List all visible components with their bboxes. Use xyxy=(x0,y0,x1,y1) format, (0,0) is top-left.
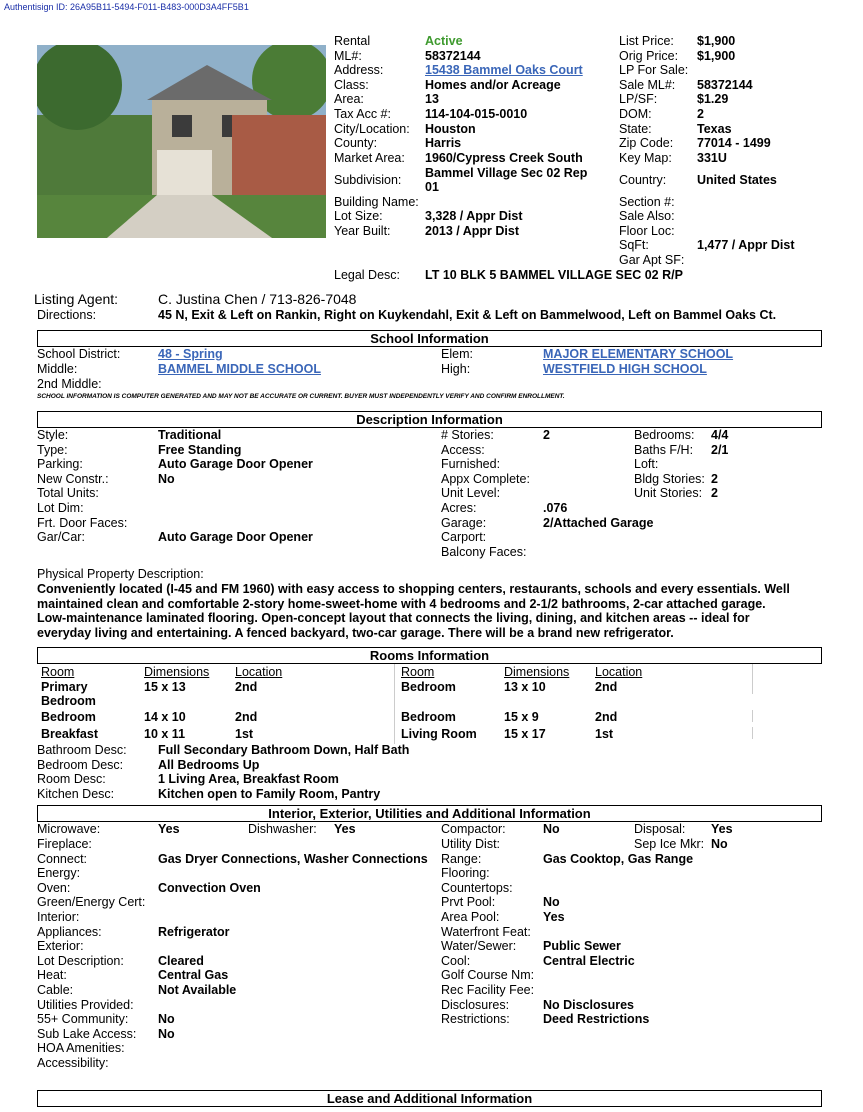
listing-agent-value: C. Justina Chen / 713-826-7048 xyxy=(158,291,357,307)
compactor-label: Compactor: xyxy=(441,822,506,836)
description-value: Traditional xyxy=(158,428,222,442)
summary-value: 58372144 xyxy=(697,78,753,92)
description-label: Unit Stories: xyxy=(634,486,703,500)
room-dimensions: 15 x 13 xyxy=(144,680,186,694)
description-value: 2/Attached Garage xyxy=(543,516,654,530)
legal-desc-label: Legal Desc: xyxy=(334,268,401,282)
description-label: Type: xyxy=(37,443,68,457)
summary-label: Section #: xyxy=(619,195,675,209)
description-value: Auto Garage Door Opener xyxy=(158,457,313,471)
interior-label: Energy: xyxy=(37,866,81,880)
interior-label: Water/Sewer: xyxy=(441,939,517,953)
room-dimensions: 15 x 17 xyxy=(504,727,546,741)
room-name: Bedroom xyxy=(41,694,96,708)
lease-info-header: Lease and Additional Information xyxy=(37,1090,822,1107)
summary-label: Address: xyxy=(334,63,384,77)
summary-label: Orig Price: xyxy=(619,49,679,63)
high-school-link[interactable]: WESTFIELD HIGH SCHOOL xyxy=(543,362,707,376)
interior-label: Golf Course Nm: xyxy=(441,968,535,982)
room-name: Living Room xyxy=(401,727,477,741)
summary-value: 1960/Cypress Creek South xyxy=(425,151,583,165)
summary-label: Subdivision: xyxy=(334,173,402,187)
description-label: Style: xyxy=(37,428,69,442)
summary-label: State: xyxy=(619,122,652,136)
interior-value: No xyxy=(158,1012,175,1026)
interior-value: Central Electric xyxy=(543,954,635,968)
description-label: Access: xyxy=(441,443,485,457)
interior-info-header: Interior, Exterior, Utilities and Additional Information xyxy=(37,805,822,822)
summary-label: Sale Also: xyxy=(619,209,675,223)
interior-value: No xyxy=(158,1027,175,1041)
room-dimensions: 14 x 10 xyxy=(144,710,186,724)
interior-label: Range: xyxy=(441,852,482,866)
interior-value: Cleared xyxy=(158,954,204,968)
description-value: 2 xyxy=(711,472,718,486)
interior-value: Convection Oven xyxy=(158,881,261,895)
physical-description-line: Conveniently located (I-45 and FM 1960) with easy access to shopping centers, restaurants, schools and every essentials. Well xyxy=(37,582,790,596)
interior-label: Cool: xyxy=(441,954,471,968)
description-label: Garage: xyxy=(441,516,487,530)
interior-label: Green/Energy Cert: xyxy=(37,895,146,909)
interior-label: Utility Dist: xyxy=(441,837,501,851)
interior-label: Disclosures: xyxy=(441,998,510,1012)
elem-label: Elem: xyxy=(441,347,473,361)
directions-value: 45 N, Exit & Left on Rankin, Right on Kuykendahl, Exit & Left on Bammelwood, Left on Bammel Oaks Ct. xyxy=(158,308,777,322)
interior-label: Restrictions: xyxy=(441,1012,510,1026)
summary-value: $1,900 xyxy=(697,34,736,48)
middle-school-link[interactable]: BAMMEL MIDDLE SCHOOL xyxy=(158,362,321,376)
directions-label: Directions: xyxy=(37,308,97,322)
description-label: # Stories: xyxy=(441,428,494,442)
description-value: No xyxy=(158,472,175,486)
room-location: 1st xyxy=(235,727,254,741)
school-info-header: School Information xyxy=(37,330,822,347)
room-desc-label: Bedroom Desc: xyxy=(37,757,124,772)
room-col-header-2: Room xyxy=(401,665,435,679)
summary-label: Area: xyxy=(334,92,364,106)
summary-value: 2 xyxy=(697,107,704,121)
summary-label: LP/SF: xyxy=(619,92,658,106)
interior-label: Waterfront Feat: xyxy=(441,925,531,939)
room-location: 1st xyxy=(595,727,614,741)
interior-label: Utilities Provided: xyxy=(37,998,134,1012)
dishwasher-label: Dishwasher: xyxy=(248,822,317,836)
middle-label: Middle: xyxy=(37,362,78,376)
summary-value: Homes and/or Acreage xyxy=(425,78,561,92)
room-name: Bedroom xyxy=(401,710,456,724)
summary-value: 114-104-015-0010 xyxy=(425,107,528,121)
room-name: Primary xyxy=(41,680,88,694)
physical-description-label: Physical Property Description: xyxy=(37,567,204,581)
location-col-header-2: Location xyxy=(595,665,643,679)
summary-value: $1.29 xyxy=(697,92,729,106)
summary-label: LP For Sale: xyxy=(619,63,689,77)
interior-value: Public Sewer xyxy=(543,939,621,953)
compactor-value: No xyxy=(543,822,560,836)
high-label: High: xyxy=(441,362,471,376)
description-value: Auto Garage Door Opener xyxy=(158,530,313,544)
authentisign-id: Authentisign ID: 26A95B11-5494-F011-B483-000D3A4FF5B1 xyxy=(4,2,249,12)
description-value: 2 xyxy=(711,486,718,500)
listing-agent-label: Listing Agent: xyxy=(34,291,119,307)
interior-label: Lot Description: xyxy=(37,954,124,968)
school-disclaimer: SCHOOL INFORMATION IS COMPUTER GENERATED AND MAY NOT BE ACCURATE OR CURRENT. BUYER MUST INDEPENDENTLY VERIFY AND CONFIRM ENROLLMENT. xyxy=(37,393,565,400)
summary-label: Sale ML#: xyxy=(619,78,676,92)
summary-value: $1,900 xyxy=(697,49,736,63)
description-info-header: Description Information xyxy=(37,411,822,428)
rooms-divider xyxy=(394,664,395,744)
interior-label: Flooring: xyxy=(441,866,490,880)
summary-label: Country: xyxy=(619,173,667,187)
interior-value: Gas Cooktop, Gas Range xyxy=(543,852,694,866)
interior-label: Appliances: xyxy=(37,925,102,939)
room-dimensions: 15 x 9 xyxy=(504,710,539,724)
interior-label: Connect: xyxy=(37,852,88,866)
description-label: Loft: xyxy=(634,457,659,471)
interior-label: Exterior: xyxy=(37,939,84,953)
interior-value: Gas Dryer Connections, Washer Connections xyxy=(158,852,428,866)
location-col-header: Location xyxy=(235,665,283,679)
description-value: 4/4 xyxy=(711,428,729,442)
summary-label: Year Built: xyxy=(334,224,391,238)
summary-value[interactable]: 15438 Bammel Oaks Court xyxy=(425,63,583,77)
room-col-header: Room xyxy=(41,665,75,679)
sep-ice-value: No xyxy=(711,837,728,851)
summary-value: 58372144 xyxy=(425,49,481,63)
summary-value: 13 xyxy=(425,92,439,106)
legal-desc-value: LT 10 BLK 5 BAMMEL VILLAGE SEC 02 R/P xyxy=(425,268,683,282)
interior-value: No Disclosures xyxy=(543,998,635,1012)
room-dimensions: 10 x 11 xyxy=(144,727,186,741)
description-value: 2/1 xyxy=(711,443,729,457)
dishwasher-value: Yes xyxy=(334,822,356,836)
summary-label: Tax Acc #: xyxy=(334,107,391,121)
summary-value: 3,328 / Appr Dist xyxy=(425,209,523,223)
interior-label: Cable: xyxy=(37,983,74,997)
school-district-link[interactable]: 48 - Spring xyxy=(158,347,223,361)
room-name: Breakfast xyxy=(41,727,98,741)
summary-label: County: xyxy=(334,136,378,150)
summary-value: Harris xyxy=(425,136,462,150)
description-label: Furnished: xyxy=(441,457,501,471)
summary-label: Floor Loc: xyxy=(619,224,675,238)
room-desc-label: Kitchen Desc: xyxy=(37,786,115,801)
interior-value: No xyxy=(543,895,560,909)
description-label: Baths F/H: xyxy=(634,443,694,457)
microwave-label: Microwave: xyxy=(37,822,101,836)
description-label: Parking: xyxy=(37,457,83,471)
description-label: Balcony Faces: xyxy=(441,545,527,559)
summary-label: Lot Size: xyxy=(334,209,383,223)
summary-value: Bammel Village Sec 02 Rep 01 xyxy=(425,166,588,194)
dimensions-col-header-2: Dimensions xyxy=(504,665,570,679)
summary-value: Active xyxy=(425,34,463,48)
description-label: Unit Level: xyxy=(441,486,501,500)
description-label: Total Units: xyxy=(37,486,99,500)
interior-label: 55+ Community: xyxy=(37,1012,129,1026)
school-district-label: School District: xyxy=(37,347,121,361)
interior-value: Refrigerator xyxy=(158,925,230,939)
summary-value: United States xyxy=(697,173,777,187)
elem-school-link[interactable]: MAJOR ELEMENTARY SCHOOL xyxy=(543,347,734,361)
interior-label: Sub Lake Access: xyxy=(37,1027,137,1041)
summary-label: Rental xyxy=(334,34,371,48)
interior-label: Area Pool: xyxy=(441,910,500,924)
disposal-value: Yes xyxy=(711,822,733,836)
description-value: .076 xyxy=(543,501,568,515)
rooms-divider-right-2 xyxy=(752,710,753,722)
rooms-divider-right xyxy=(752,664,753,694)
summary-label: City/Location: xyxy=(334,122,410,136)
interior-label: Heat: xyxy=(37,968,67,982)
microwave-value: Yes xyxy=(158,822,180,836)
room-desc-value: All Bedrooms Up xyxy=(158,757,260,772)
summary-label: Building Name: xyxy=(334,195,419,209)
description-label: Frt. Door Faces: xyxy=(37,516,128,530)
description-label: New Constr.: xyxy=(37,472,109,486)
interior-label: HOA Amenities: xyxy=(37,1041,125,1055)
room-desc-value: Kitchen open to Family Room, Pantry xyxy=(158,786,381,801)
summary-value: 1,477 / Appr Dist xyxy=(697,238,795,252)
rooms-info-header: Rooms Information xyxy=(37,647,822,664)
room-name: Bedroom xyxy=(41,710,96,724)
description-value: 2 xyxy=(543,428,550,442)
description-label: Lot Dim: xyxy=(37,501,84,515)
room-desc-value: 1 Living Area, Breakfast Room xyxy=(158,772,339,787)
interior-label: Fireplace: xyxy=(37,837,92,851)
description-label: Carport: xyxy=(441,530,487,544)
rooms-divider-right-3 xyxy=(752,727,753,739)
description-value: Free Standing xyxy=(158,443,242,457)
interior-label: Rec Facility Fee: xyxy=(441,983,535,997)
summary-value: Texas xyxy=(697,122,732,136)
second-middle-label: 2nd Middle: xyxy=(37,377,102,391)
summary-label: ML#: xyxy=(334,49,362,63)
summary-label: Key Map: xyxy=(619,151,672,165)
dimensions-col-header: Dimensions xyxy=(144,665,210,679)
interior-value: Central Gas xyxy=(158,968,229,982)
room-location: 2nd xyxy=(235,710,258,724)
interior-value: Yes xyxy=(543,910,565,924)
summary-label: List Price: xyxy=(619,34,674,48)
physical-description-line: everyday living and entertaining. A fenced backyard, two-car garage. There will be a brand new refrigerator. xyxy=(37,625,674,640)
interior-label: Interior: xyxy=(37,910,80,924)
description-label: Acres: xyxy=(441,501,477,515)
summary-label: Market Area: xyxy=(334,151,405,165)
summary-value: 331U xyxy=(697,151,727,165)
disposal-label: Disposal: xyxy=(634,822,686,836)
physical-description-line: maintained clean and comfortable 2-story home-sweet-home with 4 bedrooms and 2-1/2 bathrooms, 2-car attached garage. xyxy=(37,596,766,611)
summary-label: SqFt: xyxy=(619,238,649,252)
interior-value: Not Available xyxy=(158,983,237,997)
description-label: Bedrooms: xyxy=(634,428,695,442)
summary-label: Zip Code: xyxy=(619,136,674,150)
room-location: 2nd xyxy=(235,680,258,694)
summary-value: 77014 - 1499 xyxy=(697,136,771,150)
summary-value: 2013 / Appr Dist xyxy=(425,224,520,238)
property-photo xyxy=(37,45,326,238)
description-label: Gar/Car: xyxy=(37,530,85,544)
sep-ice-label: Sep Ice Mkr: xyxy=(634,837,705,851)
room-desc-label: Room Desc: xyxy=(37,772,106,787)
interior-label: Countertops: xyxy=(441,881,513,895)
room-location: 2nd xyxy=(595,710,618,724)
interior-label: Prvt Pool: xyxy=(441,895,496,909)
room-desc-label: Bathroom Desc: xyxy=(37,743,127,757)
summary-label: DOM: xyxy=(619,107,652,121)
interior-value: Deed Restrictions xyxy=(543,1012,650,1026)
interior-label: Accessibility: xyxy=(37,1056,109,1070)
description-label: Appx Complete: xyxy=(441,472,530,486)
room-desc-value: Full Secondary Bathroom Down, Half Bath xyxy=(158,743,410,757)
summary-value: Houston xyxy=(425,122,476,136)
description-label: Bldg Stories: xyxy=(634,472,705,486)
room-name: Bedroom xyxy=(401,680,456,694)
summary-label: Gar Apt SF: xyxy=(619,253,685,267)
interior-label: Oven: xyxy=(37,881,71,895)
room-dimensions: 13 x 10 xyxy=(504,680,546,694)
room-location: 2nd xyxy=(595,680,618,694)
physical-description-line: Low-maintenance laminated flooring. Open-concept layout that connects the living, dining, and kitchen areas -- ideal for xyxy=(37,611,750,626)
summary-label: Class: xyxy=(334,78,369,92)
